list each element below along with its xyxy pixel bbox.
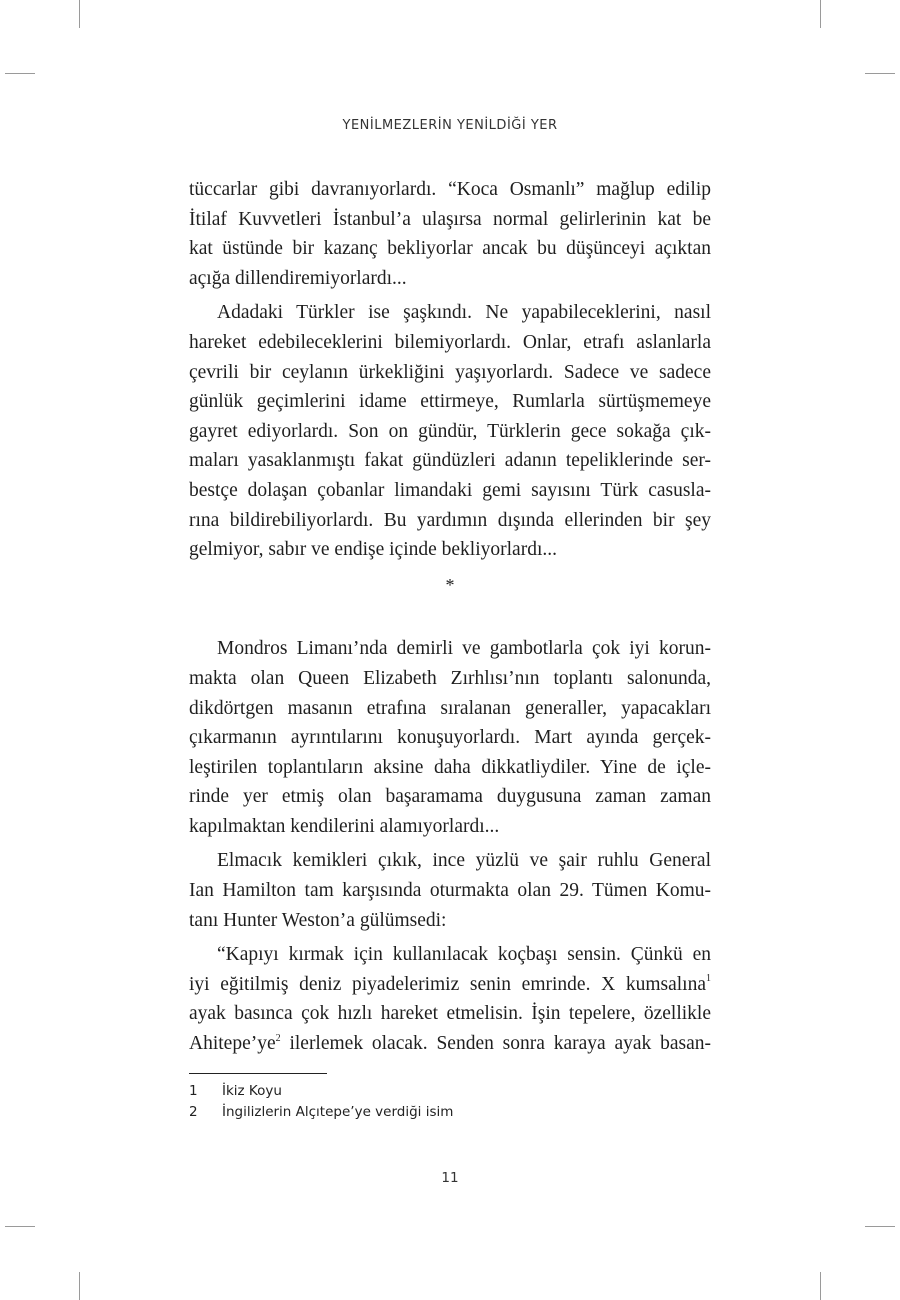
- footnote-2: [189, 1102, 711, 1123]
- text-line: çevrili bir ceylanın ürkekliğini yaşıyorlardı. Sadece ve sadece: [189, 361, 711, 383]
- text-line: dikdörtgen masanın etrafına sıralanan generaller, yapacakları: [189, 697, 711, 719]
- paragraph-4: [189, 846, 711, 935]
- crop-mark-right-bottom: [865, 1226, 895, 1227]
- text-line: [189, 1029, 711, 1059]
- text-line: kat üstünde bir kazanç bekliyorlar ancak bu düşünceyi açıktan: [189, 238, 711, 260]
- text-line: Elmacık kemikleri çıkık, ince yüzlü ve şair ruhlu General: [217, 850, 711, 872]
- running-head: YENİLMEZLERİN YENİLDİĞİ YER: [342, 118, 558, 133]
- body-text: [189, 175, 711, 1059]
- crop-mark-top-right: [820, 0, 821, 28]
- crop-mark-top-left: [79, 0, 80, 28]
- text-line: Ian Hamilton tam karşısında oturmakta olan 29. Tümen Komu-: [189, 880, 711, 902]
- footnote-1: [189, 1081, 711, 1102]
- footnote-ref-1[interactable]: 1: [706, 973, 711, 985]
- section-separator: *: [445, 574, 455, 595]
- text-line: kapılmaktan kendilerini alamıyorlardı...: [189, 815, 500, 837]
- page-number: 11: [441, 1170, 459, 1186]
- paragraph-5: [189, 940, 711, 1058]
- text-line: [189, 970, 711, 1000]
- text-line: gelmiyor, sabır ve endişe içinde bekliyorlardı...: [189, 539, 557, 561]
- text-line: gayret ediyorlardı. Son on gündür, Türklerin gece sokağa çık-: [189, 420, 711, 442]
- footnote-ref-2[interactable]: 2: [275, 1032, 281, 1044]
- text-line: makta olan Queen Elizabeth Zırhlısı’nın toplantı salonunda,: [189, 667, 711, 689]
- crop-mark-left-bottom: [5, 1226, 35, 1227]
- crop-mark-bottom-right: [820, 1272, 821, 1300]
- footnote-number: 1: [189, 1083, 198, 1099]
- text-line: tüccarlar gibi davranıyorlardı. “Koca Osmanlı” mağlup edilip: [189, 179, 711, 200]
- text-fragment: ilerlemek olacak. Senden sonra karaya ayak basan-: [280, 1033, 711, 1055]
- text-line: Mondros Limanı’nda demirli ve gambotlarla çok iyi korun-: [217, 638, 711, 660]
- text-line: bestçe dolaşan çobanlar limandaki gemi sayısını Türk casusla-: [189, 479, 711, 501]
- paragraph-1: [189, 175, 711, 293]
- text-line: İtilaf Kuvvetleri İstanbul’a ulaşırsa normal gelirlerinin kat be: [189, 208, 711, 230]
- text-line: hareket edebileceklerini bilemiyorlardı. Onlar, etrafı aslanlarla: [189, 331, 711, 353]
- footnotes: [189, 1081, 711, 1123]
- text-line: açığa dillendiremiyorlardı...: [189, 267, 407, 289]
- text-fragment: Ahitepe’ye: [189, 1033, 276, 1055]
- text-line: ayak basınca çok hızlı hareket etmelisin. İşin tepelere, özellikle: [189, 1003, 711, 1025]
- paragraph-3: [189, 634, 711, 841]
- text-line: Adadaki Türkler ise şaşkındı. Ne yapabileceklerini, nasıl: [217, 302, 711, 324]
- footnote-number: 2: [189, 1104, 198, 1120]
- footnote-rule: [189, 1073, 327, 1074]
- crop-mark-bottom-left: [79, 1272, 80, 1300]
- text-line: maları yasaklanmıştı fakat gündüzleri adanın tepeliklerinde ser-: [189, 450, 711, 472]
- paragraph-2: [189, 298, 711, 564]
- text-line: rına bildirebiliyorlardı. Bu yardımın dışında ellerinden bir şey: [189, 509, 711, 531]
- crop-mark-left-top: [5, 73, 35, 74]
- text-line: günlük geçimlerini idame ettirmeye, Rumlarla sürtüşmemeye: [189, 391, 711, 413]
- text-fragment: iyi eğitilmiş deniz piyadelerimiz senin emrinde. X kumsalına: [189, 973, 706, 995]
- text-line: rinde yer etmiş olan başaramama duygusuna zaman zaman: [189, 786, 711, 808]
- footnote-text: İngilizlerin Alçıtepe’ye verdiği isim: [222, 1104, 454, 1120]
- footnote-text: İkiz Koyu: [222, 1083, 282, 1099]
- text-line: çıkarmanın ayrıntılarını konuşuyorlardı. Mart ayında gerçek-: [189, 727, 711, 749]
- text-line: leştirilen toplantıların aksine daha dikkatliydiler. Yine de içle-: [189, 756, 711, 778]
- text-line: tanı Hunter Weston’a gülümsedi:: [189, 909, 447, 931]
- text-line: “Kapıyı kırmak için kullanılacak koçbaşı sensin. Çünkü en: [217, 944, 711, 966]
- crop-mark-right-top: [865, 73, 895, 74]
